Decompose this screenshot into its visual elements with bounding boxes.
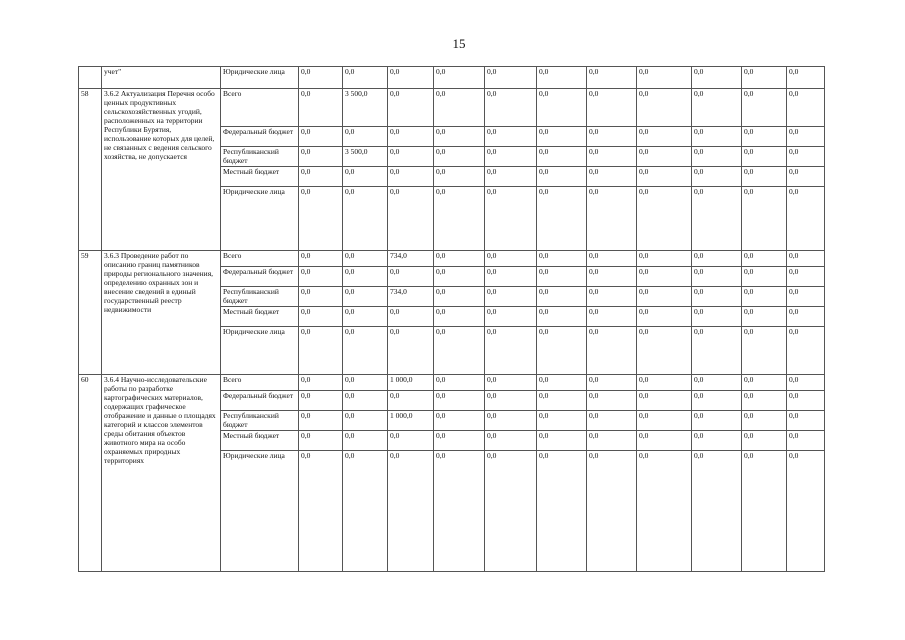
value-cell: 0,0 <box>537 287 587 307</box>
value-cell: 0,0 <box>787 375 825 391</box>
value-cell: 0,0 <box>637 431 692 451</box>
value-cell: 0,0 <box>692 391 742 411</box>
value-cell: 0,0 <box>343 167 388 187</box>
value-cell: 0,0 <box>742 127 787 147</box>
value-cell: 0,0 <box>587 411 637 431</box>
value-cell: 0,0 <box>692 89 742 127</box>
value-cell: 0,0 <box>787 451 825 572</box>
value-cell: 0,0 <box>587 287 637 307</box>
value-cell: 0,0 <box>537 375 587 391</box>
value-cell: 0,0 <box>388 391 434 411</box>
value-cell: 0,0 <box>485 451 537 572</box>
value-cell: 0,0 <box>742 451 787 572</box>
value-cell: 0,0 <box>343 411 388 431</box>
value-cell: 0,0 <box>388 127 434 147</box>
measure-name: учет" <box>102 67 221 89</box>
value-cell: 0,0 <box>343 391 388 411</box>
value-cell: 0,0 <box>787 187 825 251</box>
value-cell: 0,0 <box>388 327 434 375</box>
row-number: 60 <box>79 375 102 572</box>
value-cell: 0,0 <box>388 431 434 451</box>
value-cell: 0,0 <box>692 411 742 431</box>
value-cell: 0,0 <box>637 287 692 307</box>
funding-source: Федеральный бюджет <box>221 391 299 411</box>
value-cell: 0,0 <box>692 375 742 391</box>
value-cell: 0,0 <box>485 411 537 431</box>
value-cell: 0,0 <box>692 431 742 451</box>
row-number: 59 <box>79 251 102 375</box>
table-row <box>79 67 825 89</box>
value-cell: 0,0 <box>434 267 485 287</box>
value-cell: 0,0 <box>537 391 587 411</box>
value-cell: 0,0 <box>692 307 742 327</box>
value-cell: 0,0 <box>485 327 537 375</box>
table-row <box>79 375 825 391</box>
value-cell: 0,0 <box>692 287 742 307</box>
value-cell: 0,0 <box>787 89 825 127</box>
value-cell: 0,0 <box>537 451 587 572</box>
value-cell: 0,0 <box>388 451 434 572</box>
value-cell: 0,0 <box>787 287 825 307</box>
value-cell: 0,0 <box>537 167 587 187</box>
value-cell: 0,0 <box>343 375 388 391</box>
value-cell: 0,0 <box>692 147 742 167</box>
value-cell: 0,0 <box>343 307 388 327</box>
value-cell: 0,0 <box>587 327 637 375</box>
value-cell: 0,0 <box>434 127 485 147</box>
value-cell: 0,0 <box>787 67 825 89</box>
value-cell: 0,0 <box>587 127 637 147</box>
value-cell: 0,0 <box>742 147 787 167</box>
value-cell: 0,0 <box>742 391 787 411</box>
value-cell: 0,0 <box>692 167 742 187</box>
funding-source: Федеральный бюджет <box>221 267 299 287</box>
value-cell: 0,0 <box>343 451 388 572</box>
value-cell: 0,0 <box>485 251 537 267</box>
value-cell: 0,0 <box>343 67 388 89</box>
value-cell: 0,0 <box>587 147 637 167</box>
value-cell: 0,0 <box>787 147 825 167</box>
value-cell: 0,0 <box>537 67 587 89</box>
value-cell: 0,0 <box>343 267 388 287</box>
funding-source: Всего <box>221 251 299 267</box>
value-cell: 0,0 <box>637 375 692 391</box>
value-cell: 0,0 <box>343 431 388 451</box>
value-cell: 0,0 <box>587 267 637 287</box>
value-cell: 0,0 <box>299 327 343 375</box>
funding-source: Местный бюджет <box>221 431 299 451</box>
value-cell: 0,0 <box>787 251 825 267</box>
value-cell: 0,0 <box>485 187 537 251</box>
funding-source: Юридические лица <box>221 451 299 572</box>
funding-source: Юридические лица <box>221 67 299 89</box>
value-cell: 0,0 <box>637 451 692 572</box>
value-cell: 0,0 <box>299 67 343 89</box>
value-cell: 0,0 <box>434 451 485 572</box>
value-cell: 0,0 <box>587 89 637 127</box>
value-cell: 0,0 <box>537 307 587 327</box>
value-cell: 0,0 <box>692 267 742 287</box>
value-cell: 0,0 <box>742 327 787 375</box>
value-cell: 1 000,0 <box>388 375 434 391</box>
value-cell: 0,0 <box>637 327 692 375</box>
value-cell: 0,0 <box>692 187 742 251</box>
value-cell: 0,0 <box>637 167 692 187</box>
measure-name: 3.6.3 Проведение работ по описанию границ памятников природы регионального значения, определению охранных зон и внесение сведений в единый государственный реестр недвижимости <box>102 251 221 375</box>
value-cell: 0,0 <box>434 147 485 167</box>
funding-source: Всего <box>221 89 299 127</box>
value-cell: 1 000,0 <box>388 411 434 431</box>
value-cell: 0,0 <box>742 307 787 327</box>
value-cell: 0,0 <box>537 251 587 267</box>
value-cell: 0,0 <box>299 375 343 391</box>
value-cell: 0,0 <box>587 167 637 187</box>
value-cell: 0,0 <box>692 251 742 267</box>
value-cell: 0,0 <box>434 375 485 391</box>
value-cell: 0,0 <box>388 89 434 127</box>
value-cell: 0,0 <box>537 187 587 251</box>
value-cell: 0,0 <box>637 147 692 167</box>
value-cell: 0,0 <box>742 287 787 307</box>
funding-source: Федеральный бюджет <box>221 127 299 147</box>
value-cell: 0,0 <box>299 147 343 167</box>
value-cell: 0,0 <box>637 187 692 251</box>
value-cell: 0,0 <box>299 89 343 127</box>
value-cell: 0,0 <box>485 67 537 89</box>
value-cell: 0,0 <box>434 167 485 187</box>
value-cell: 0,0 <box>742 431 787 451</box>
value-cell: 0,0 <box>343 127 388 147</box>
value-cell: 0,0 <box>388 307 434 327</box>
value-cell: 0,0 <box>787 267 825 287</box>
value-cell: 0,0 <box>299 391 343 411</box>
value-cell: 0,0 <box>742 187 787 251</box>
value-cell: 0,0 <box>787 431 825 451</box>
value-cell: 0,0 <box>587 251 637 267</box>
value-cell: 0,0 <box>787 391 825 411</box>
value-cell: 0,0 <box>537 267 587 287</box>
value-cell: 0,0 <box>587 431 637 451</box>
value-cell: 0,0 <box>587 67 637 89</box>
value-cell: 0,0 <box>485 307 537 327</box>
value-cell: 0,0 <box>388 187 434 251</box>
value-cell: 0,0 <box>787 327 825 375</box>
value-cell: 0,0 <box>485 89 537 127</box>
value-cell: 0,0 <box>434 391 485 411</box>
value-cell: 0,0 <box>587 187 637 251</box>
value-cell: 0,0 <box>537 431 587 451</box>
value-cell: 0,0 <box>343 327 388 375</box>
value-cell: 0,0 <box>537 127 587 147</box>
value-cell: 0,0 <box>299 451 343 572</box>
funding-source: Местный бюджет <box>221 167 299 187</box>
value-cell: 0,0 <box>637 307 692 327</box>
row-number <box>79 67 102 89</box>
value-cell: 0,0 <box>637 67 692 89</box>
value-cell: 0,0 <box>485 391 537 411</box>
value-cell: 0,0 <box>742 411 787 431</box>
value-cell: 0,0 <box>742 375 787 391</box>
value-cell: 0,0 <box>299 187 343 251</box>
value-cell: 0,0 <box>388 67 434 89</box>
value-cell: 0,0 <box>299 267 343 287</box>
value-cell: 0,0 <box>787 127 825 147</box>
value-cell: 0,0 <box>587 391 637 411</box>
value-cell: 0,0 <box>692 127 742 147</box>
table-row <box>79 89 825 127</box>
value-cell: 0,0 <box>343 287 388 307</box>
value-cell: 0,0 <box>537 89 587 127</box>
table-row <box>79 251 825 267</box>
value-cell: 0,0 <box>637 251 692 267</box>
value-cell: 0,0 <box>388 267 434 287</box>
row-number: 58 <box>79 89 102 251</box>
value-cell: 0,0 <box>787 167 825 187</box>
value-cell: 734,0 <box>388 251 434 267</box>
value-cell: 0,0 <box>343 251 388 267</box>
value-cell: 0,0 <box>787 411 825 431</box>
value-cell: 0,0 <box>434 431 485 451</box>
funding-source: Всего <box>221 375 299 391</box>
value-cell: 0,0 <box>485 127 537 147</box>
value-cell: 0,0 <box>742 67 787 89</box>
page-number: 15 <box>452 36 466 51</box>
value-cell: 0,0 <box>434 307 485 327</box>
value-cell: 0,0 <box>388 167 434 187</box>
value-cell: 0,0 <box>485 375 537 391</box>
value-cell: 0,0 <box>537 147 587 167</box>
value-cell: 0,0 <box>637 89 692 127</box>
value-cell: 0,0 <box>637 127 692 147</box>
value-cell: 0,0 <box>299 251 343 267</box>
value-cell: 0,0 <box>742 267 787 287</box>
measure-name: 3.6.4 Научно-исследовательские работы по разработке картографических материалов, содержащих графическое отображение и данные о площадях категорий и классов элементов среды обитания объектов животного мира на особо охраняемых природных территориях <box>102 375 221 572</box>
value-cell: 0,0 <box>299 411 343 431</box>
value-cell: 0,0 <box>587 451 637 572</box>
value-cell: 0,0 <box>692 451 742 572</box>
value-cell: 0,0 <box>637 391 692 411</box>
value-cell: 0,0 <box>537 327 587 375</box>
value-cell: 0,0 <box>299 307 343 327</box>
value-cell: 0,0 <box>485 287 537 307</box>
funding-source: Республиканский бюджет <box>221 411 299 431</box>
value-cell: 0,0 <box>485 431 537 451</box>
value-cell: 0,0 <box>434 89 485 127</box>
value-cell: 0,0 <box>343 187 388 251</box>
value-cell: 0,0 <box>434 251 485 267</box>
funding-source: Юридические лица <box>221 187 299 251</box>
value-cell: 0,0 <box>742 89 787 127</box>
value-cell: 0,0 <box>434 411 485 431</box>
value-cell: 0,0 <box>388 147 434 167</box>
value-cell: 0,0 <box>787 307 825 327</box>
measure-name: 3.6.2 Актуализация Перечня особо ценных продуктивных сельскохозяйственных угодий, расположенных на территории Республики Бурятия, использование которых для целей, не связанных с ведения сельского хозяйства, не допускается <box>102 89 221 251</box>
value-cell: 0,0 <box>299 167 343 187</box>
funding-source: Республиканский бюджет <box>221 287 299 307</box>
value-cell: 3 500,0 <box>343 147 388 167</box>
budget-table <box>78 66 825 572</box>
value-cell: 0,0 <box>742 251 787 267</box>
value-cell: 734,0 <box>388 287 434 307</box>
value-cell: 0,0 <box>692 67 742 89</box>
value-cell: 0,0 <box>434 327 485 375</box>
value-cell: 0,0 <box>637 267 692 287</box>
value-cell: 0,0 <box>485 167 537 187</box>
funding-source: Юридические лица <box>221 327 299 375</box>
value-cell: 0,0 <box>537 411 587 431</box>
value-cell: 0,0 <box>299 127 343 147</box>
value-cell: 0,0 <box>742 167 787 187</box>
value-cell: 0,0 <box>485 267 537 287</box>
value-cell: 0,0 <box>485 147 537 167</box>
value-cell: 0,0 <box>299 431 343 451</box>
value-cell: 0,0 <box>587 375 637 391</box>
funding-source: Республиканский бюджет <box>221 147 299 167</box>
value-cell: 0,0 <box>434 67 485 89</box>
value-cell: 0,0 <box>434 287 485 307</box>
value-cell: 3 500,0 <box>343 89 388 127</box>
value-cell: 0,0 <box>587 307 637 327</box>
funding-source: Местный бюджет <box>221 307 299 327</box>
value-cell: 0,0 <box>637 411 692 431</box>
value-cell: 0,0 <box>434 187 485 251</box>
value-cell: 0,0 <box>692 327 742 375</box>
value-cell: 0,0 <box>299 287 343 307</box>
